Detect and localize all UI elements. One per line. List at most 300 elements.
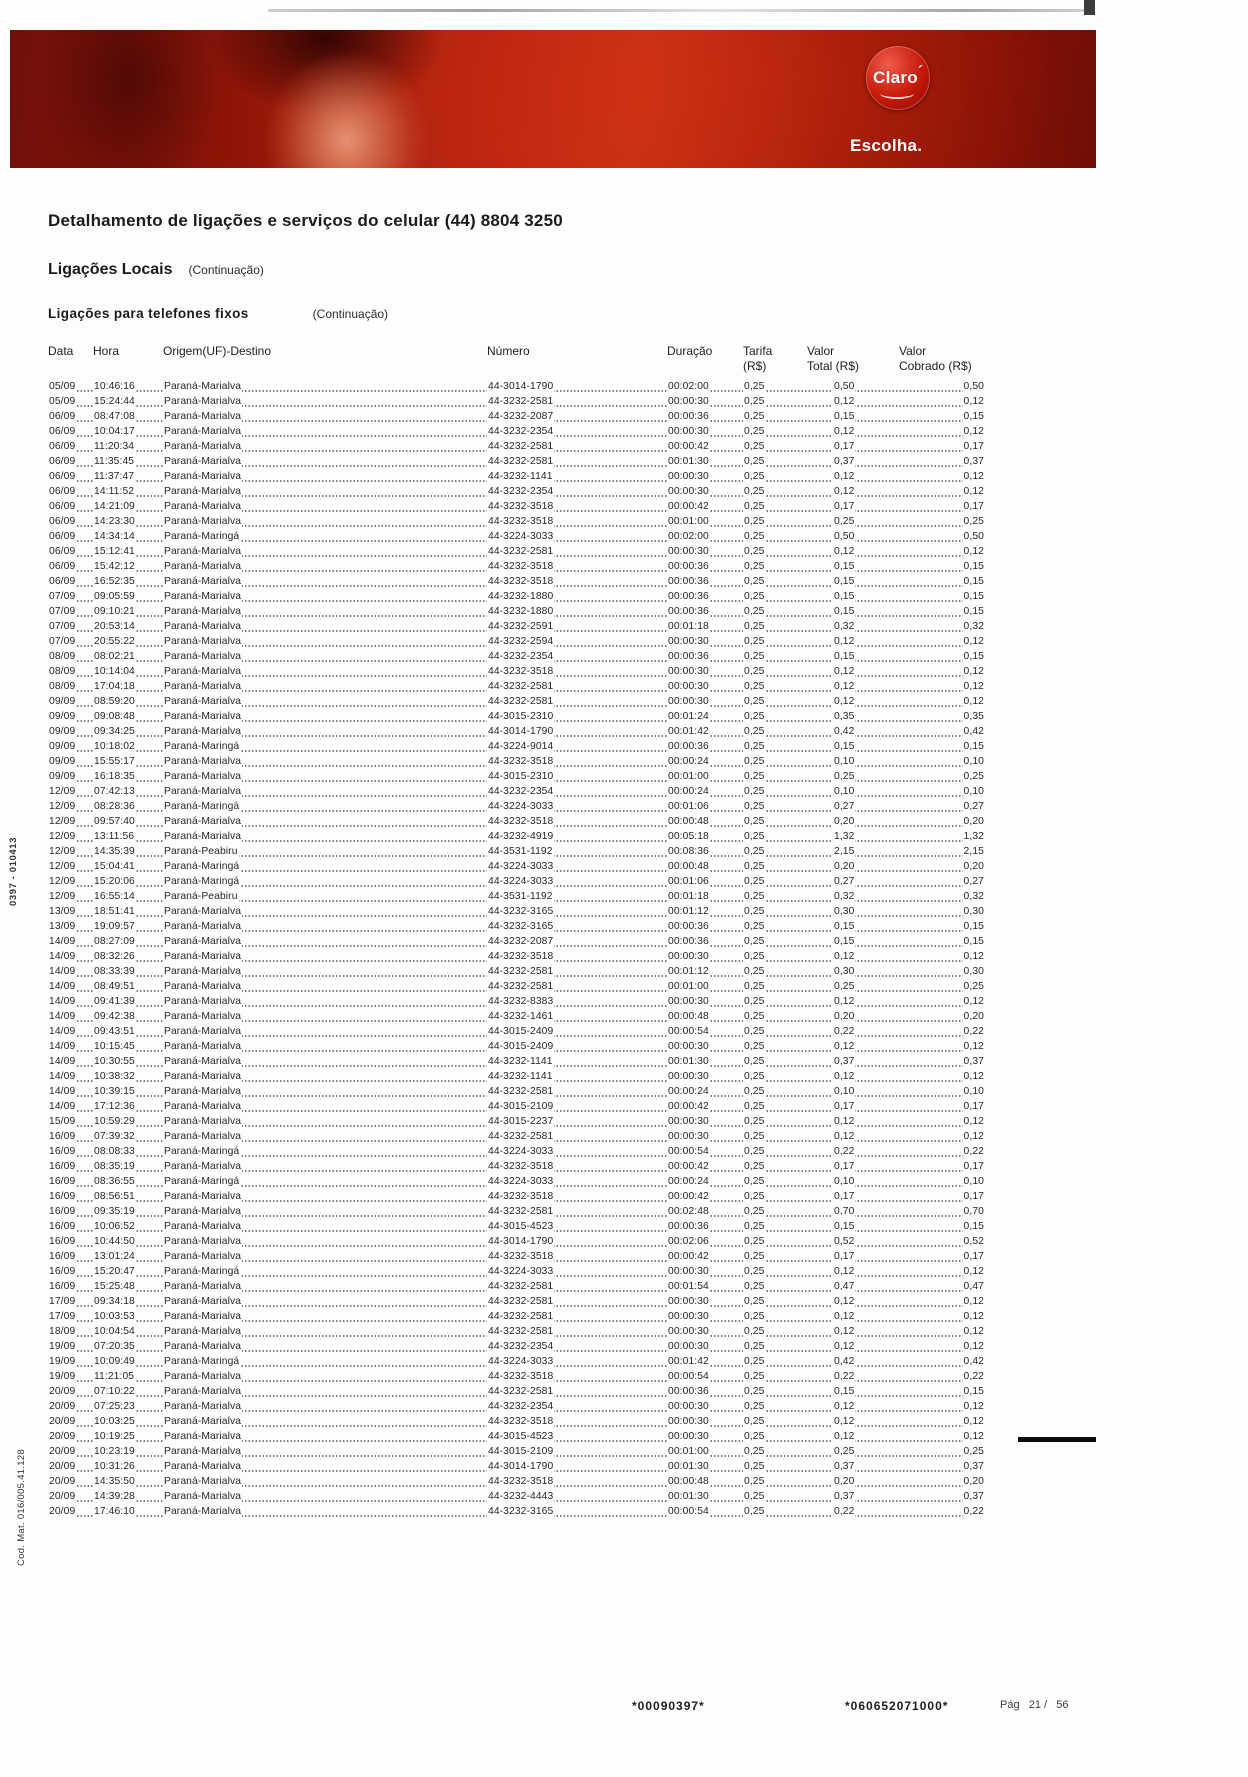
table-row xyxy=(48,1459,987,1474)
cell-duration: 00:00:30 xyxy=(668,486,709,497)
cell-total-value: 0,15 xyxy=(834,411,855,422)
cell-date: 12/09 xyxy=(49,861,76,872)
cell-origin-destination: Paraná-Marialva xyxy=(164,1116,242,1127)
cell-time: 15:12:41 xyxy=(94,546,135,557)
cell-rate: 0,25 xyxy=(744,1386,765,1397)
cell-origin-destination: Paraná-Marialva xyxy=(164,1326,242,1337)
cell-duration: 00:00:30 xyxy=(668,1296,709,1307)
cell-total-value: 0,12 xyxy=(834,546,855,557)
cell-charged-value: 0,25 xyxy=(963,516,984,527)
cell-rate: 0,25 xyxy=(744,1296,765,1307)
table-row xyxy=(48,559,987,574)
cell-number: 44-3015-2237 xyxy=(488,1116,554,1127)
cell-duration: 00:00:30 xyxy=(668,1326,709,1337)
table-row xyxy=(48,604,987,619)
cell-rate: 0,25 xyxy=(744,516,765,527)
cell-duration: 00:00:36 xyxy=(668,1386,709,1397)
footer xyxy=(0,1699,1248,1719)
cell-date: 20/09 xyxy=(49,1416,76,1427)
cell-date: 06/09 xyxy=(49,411,76,422)
margin-code-bottom: Cod. Mat. 016/005.41.128 xyxy=(16,1448,27,1566)
cell-total-value: 2,15 xyxy=(834,846,855,857)
cell-date: 05/09 xyxy=(49,396,76,407)
cell-rate: 0,25 xyxy=(744,426,765,437)
cell-number: 44-3232-2354 xyxy=(488,651,554,662)
cell-origin-destination: Paraná-Peabiru xyxy=(164,846,238,857)
cell-duration: 00:00:36 xyxy=(668,936,709,947)
cell-rate: 0,25 xyxy=(744,1491,765,1502)
cell-rate: 0,25 xyxy=(744,1146,765,1157)
table-row xyxy=(48,874,987,889)
cell-date: 12/09 xyxy=(49,846,76,857)
cell-total-value: 0,10 xyxy=(834,1176,855,1187)
cell-charged-value: 0,15 xyxy=(963,921,984,932)
table-row xyxy=(48,499,987,514)
cell-total-value: 0,22 xyxy=(834,1506,855,1517)
cell-number: 44-3232-3518 xyxy=(488,1416,554,1427)
cell-duration: 00:01:00 xyxy=(668,516,709,527)
cell-date: 16/09 xyxy=(49,1146,76,1157)
cell-duration: 00:02:06 xyxy=(668,1236,709,1247)
cell-rate: 0,25 xyxy=(744,741,765,752)
table-row xyxy=(48,394,987,409)
table-row xyxy=(48,844,987,859)
cell-rate: 0,25 xyxy=(744,636,765,647)
cell-charged-value: 0,25 xyxy=(963,771,984,782)
cell-date: 20/09 xyxy=(49,1386,76,1397)
cell-origin-destination: Paraná-Marialva xyxy=(164,951,242,962)
cell-origin-destination: Paraná-Marialva xyxy=(164,1161,242,1172)
cell-date: 08/09 xyxy=(49,666,76,677)
cell-rate: 0,25 xyxy=(744,921,765,932)
cell-total-value: 0,52 xyxy=(834,1236,855,1247)
cell-charged-value: 0,12 xyxy=(963,546,984,557)
cell-total-value: 0,20 xyxy=(834,1476,855,1487)
cell-origin-destination: Paraná-Marialva xyxy=(164,1341,242,1352)
cell-number: 44-3232-2581 xyxy=(488,696,554,707)
cell-time: 09:34:18 xyxy=(94,1296,135,1307)
cell-origin-destination: Paraná-Marialva xyxy=(164,471,242,482)
cell-total-value: 0,32 xyxy=(834,621,855,632)
cell-time: 08:08:33 xyxy=(94,1146,135,1157)
cell-charged-value: 0,12 xyxy=(963,1326,984,1337)
cell-charged-value: 0,42 xyxy=(963,1356,984,1367)
cell-time: 08:49:51 xyxy=(94,981,135,992)
table-row xyxy=(48,1129,987,1144)
cell-duration: 00:01:24 xyxy=(668,711,709,722)
table-row xyxy=(48,484,987,499)
cell-total-value: 0,22 xyxy=(834,1146,855,1157)
cell-total-value: 0,12 xyxy=(834,1071,855,1082)
cell-time: 09:35:19 xyxy=(94,1206,135,1217)
cell-number: 44-3232-2591 xyxy=(488,621,554,632)
table-row xyxy=(48,709,987,724)
col-header-time: Hora xyxy=(93,344,120,358)
cell-number: 44-3232-2354 xyxy=(488,426,554,437)
cell-date: 14/09 xyxy=(49,1101,76,1112)
cell-duration: 00:01:06 xyxy=(668,876,709,887)
cell-duration: 00:00:30 xyxy=(668,426,709,437)
subsection-heading xyxy=(48,305,388,323)
cell-duration: 00:01:42 xyxy=(668,1356,709,1367)
cell-total-value: 0,12 xyxy=(834,1266,855,1277)
cell-duration: 00:00:30 xyxy=(668,471,709,482)
cell-duration: 00:00:48 xyxy=(668,816,709,827)
footer-page-number: Pág 21 / 56 xyxy=(1000,1699,1069,1711)
table-row xyxy=(48,1264,987,1279)
cell-date: 06/09 xyxy=(49,486,76,497)
cell-duration: 00:00:36 xyxy=(668,921,709,932)
cell-time: 08:32:26 xyxy=(94,951,135,962)
cell-origin-destination: Paraná-Maringá xyxy=(164,531,240,542)
cell-rate: 0,25 xyxy=(744,411,765,422)
cell-date: 06/09 xyxy=(49,471,76,482)
cell-charged-value: 0,70 xyxy=(963,1206,984,1217)
cell-time: 14:11:52 xyxy=(94,486,135,497)
col-header-total-value: Valor Total (R$) xyxy=(807,344,860,373)
cell-duration: 00:01:42 xyxy=(668,726,709,737)
cell-rate: 0,25 xyxy=(744,1101,765,1112)
cell-total-value: 0,12 xyxy=(834,1116,855,1127)
cell-number: 44-3232-3518 xyxy=(488,1371,554,1382)
cell-origin-destination: Paraná-Marialva xyxy=(164,501,242,512)
cell-number: 44-3232-1141 xyxy=(488,1071,553,1082)
table-row xyxy=(48,904,987,919)
table-row xyxy=(48,1414,987,1429)
cell-charged-value: 0,22 xyxy=(963,1026,984,1037)
cell-rate: 0,25 xyxy=(744,621,765,632)
cell-number: 44-3232-3165 xyxy=(488,1506,554,1517)
cell-time: 07:25:23 xyxy=(94,1401,135,1412)
cell-duration: 00:00:24 xyxy=(668,1176,709,1187)
cell-total-value: 1,32 xyxy=(834,831,855,842)
cell-duration: 00:00:54 xyxy=(668,1026,709,1037)
cell-date: 19/09 xyxy=(49,1341,76,1352)
cell-rate: 0,25 xyxy=(744,486,765,497)
cell-duration: 00:00:24 xyxy=(668,786,709,797)
cell-rate: 0,25 xyxy=(744,1131,765,1142)
section-continuation: (Continuação) xyxy=(188,263,264,277)
cell-number: 44-3232-3518 xyxy=(488,501,554,512)
cell-time: 10:59:29 xyxy=(94,1116,135,1127)
cell-time: 10:09:49 xyxy=(94,1356,135,1367)
cell-rate: 0,25 xyxy=(744,1086,765,1097)
cell-charged-value: 0,15 xyxy=(963,1386,984,1397)
cell-duration: 00:01:30 xyxy=(668,1056,709,1067)
cell-time: 10:15:45 xyxy=(94,1041,135,1052)
calls-table xyxy=(48,344,987,1519)
cell-rate: 0,25 xyxy=(744,1371,765,1382)
cell-number: 44-3232-3518 xyxy=(488,756,554,767)
cell-charged-value: 0,50 xyxy=(963,531,984,542)
cell-origin-destination: Paraná-Marialva xyxy=(164,651,242,662)
cell-total-value: 0,12 xyxy=(834,471,855,482)
table-row xyxy=(48,784,987,799)
cell-total-value: 0,12 xyxy=(834,1326,855,1337)
scan-artifact-line xyxy=(268,9,1090,12)
cell-charged-value: 0,12 xyxy=(963,951,984,962)
cell-charged-value: 0,10 xyxy=(963,786,984,797)
cell-date: 09/09 xyxy=(49,696,76,707)
cell-duration: 00:01:06 xyxy=(668,801,709,812)
table-row xyxy=(48,979,987,994)
col-header-rate: Tarifa (R$) xyxy=(743,344,773,373)
cell-time: 10:39:15 xyxy=(94,1086,135,1097)
cell-date: 09/09 xyxy=(49,711,76,722)
cell-number: 44-3232-3518 xyxy=(488,1476,554,1487)
cell-origin-destination: Paraná-Marialva xyxy=(164,381,242,392)
cell-number: 44-3232-4919 xyxy=(488,831,554,842)
cell-total-value: 0,17 xyxy=(834,1191,855,1202)
cell-time: 09:43:51 xyxy=(94,1026,135,1037)
cell-rate: 0,25 xyxy=(744,1026,765,1037)
cell-charged-value: 0,27 xyxy=(963,801,984,812)
cell-number: 44-3014-1790 xyxy=(488,1236,554,1247)
cell-time: 10:18:02 xyxy=(94,741,135,752)
cell-duration: 00:00:48 xyxy=(668,1476,709,1487)
cell-total-value: 0,12 xyxy=(834,696,855,707)
cell-rate: 0,25 xyxy=(744,1506,765,1517)
claro-logo-text: Claro xyxy=(873,68,918,87)
cell-total-value: 0,17 xyxy=(834,501,855,512)
cell-time: 10:38:32 xyxy=(94,1071,135,1082)
cell-date: 13/09 xyxy=(49,921,76,932)
cell-rate: 0,25 xyxy=(744,846,765,857)
cell-time: 20:55:22 xyxy=(94,636,135,647)
table-row xyxy=(48,814,987,829)
cell-number: 44-3224-3033 xyxy=(488,861,554,872)
cell-number: 44-3232-3518 xyxy=(488,561,554,572)
cell-time: 08:33:39 xyxy=(94,966,135,977)
table-row xyxy=(48,649,987,664)
cell-charged-value: 0,12 xyxy=(963,636,984,647)
cell-charged-value: 0,15 xyxy=(963,411,984,422)
table-row xyxy=(48,934,987,949)
cell-origin-destination: Paraná-Marialva xyxy=(164,1251,242,1262)
table-row xyxy=(48,694,987,709)
cell-duration: 00:00:30 xyxy=(668,1431,709,1442)
cell-number: 44-3224-3033 xyxy=(488,1356,554,1367)
cell-charged-value: 0,32 xyxy=(963,891,984,902)
cell-origin-destination: Paraná-Marialva xyxy=(164,1491,242,1502)
cell-total-value: 0,10 xyxy=(834,1086,855,1097)
cell-date: 16/09 xyxy=(49,1236,76,1247)
cell-duration: 00:00:30 xyxy=(668,996,709,1007)
cell-duration: 00:02:00 xyxy=(668,531,709,542)
cell-date: 20/09 xyxy=(49,1506,76,1517)
cell-time: 14:21:09 xyxy=(94,501,135,512)
cell-charged-value: 0,37 xyxy=(963,1491,984,1502)
cell-number: 44-3232-3518 xyxy=(488,516,554,527)
cell-duration: 00:00:54 xyxy=(668,1506,709,1517)
cell-rate: 0,25 xyxy=(744,771,765,782)
cell-rate: 0,25 xyxy=(744,816,765,827)
table-row xyxy=(48,1249,987,1264)
cell-charged-value: 0,12 xyxy=(963,1311,984,1322)
cell-number: 44-3232-2581 xyxy=(488,966,554,977)
cell-total-value: 0,12 xyxy=(834,1296,855,1307)
cell-origin-destination: Paraná-Marialva xyxy=(164,786,242,797)
cell-date: 09/09 xyxy=(49,741,76,752)
cell-time: 08:35:19 xyxy=(94,1161,135,1172)
cell-total-value: 0,25 xyxy=(834,771,855,782)
cell-date: 19/09 xyxy=(49,1371,76,1382)
cell-origin-destination: Paraná-Maringá xyxy=(164,861,240,872)
cell-number: 44-3232-2581 xyxy=(488,441,554,452)
cell-time: 14:39:28 xyxy=(94,1491,135,1502)
cell-time: 09:34:25 xyxy=(94,726,135,737)
cell-origin-destination: Paraná-Marialva xyxy=(164,1416,242,1427)
cell-charged-value: 0,15 xyxy=(963,1221,984,1232)
cell-date: 16/09 xyxy=(49,1131,76,1142)
cell-number: 44-3232-2581 xyxy=(488,1326,554,1337)
table-row xyxy=(48,679,987,694)
cell-total-value: 0,30 xyxy=(834,906,855,917)
cell-time: 08:59:20 xyxy=(94,696,135,707)
table-row xyxy=(48,1054,987,1069)
table-row xyxy=(48,409,987,424)
cell-duration: 00:00:30 xyxy=(668,1071,709,1082)
cell-duration: 00:00:24 xyxy=(668,756,709,767)
table-row xyxy=(48,589,987,604)
cell-total-value: 0,50 xyxy=(834,531,855,542)
cell-duration: 00:00:42 xyxy=(668,1191,709,1202)
cell-charged-value: 0,15 xyxy=(963,606,984,617)
cell-time: 17:46:10 xyxy=(94,1506,135,1517)
cell-rate: 0,25 xyxy=(744,711,765,722)
table-row xyxy=(48,514,987,529)
cell-time: 11:37:47 xyxy=(94,471,135,482)
cell-date: 12/09 xyxy=(49,786,76,797)
cell-duration: 00:01:54 xyxy=(668,1281,709,1292)
cell-duration: 00:00:30 xyxy=(668,1041,709,1052)
cell-time: 15:55:17 xyxy=(94,756,135,767)
cell-date: 14/09 xyxy=(49,1011,76,1022)
cell-origin-destination: Paraná-Marialva xyxy=(164,1071,242,1082)
cell-charged-value: 0,17 xyxy=(963,1251,984,1262)
cell-time: 15:24:44 xyxy=(94,396,135,407)
table-row xyxy=(48,754,987,769)
table-row xyxy=(48,1099,987,1114)
cell-duration: 00:00:30 xyxy=(668,396,709,407)
cell-charged-value: 0,20 xyxy=(963,1476,984,1487)
cell-origin-destination: Paraná-Marialva xyxy=(164,516,242,527)
cell-date: 16/09 xyxy=(49,1251,76,1262)
cell-origin-destination: Paraná-Marialva xyxy=(164,681,242,692)
cell-number: 44-3015-4523 xyxy=(488,1221,554,1232)
cell-time: 15:04:41 xyxy=(94,861,135,872)
cell-charged-value: 0,50 xyxy=(963,381,984,392)
cell-total-value: 0,20 xyxy=(834,861,855,872)
cell-duration: 00:00:30 xyxy=(668,666,709,677)
cell-number: 44-3232-2581 xyxy=(488,1311,554,1322)
cell-charged-value: 0,15 xyxy=(963,936,984,947)
cell-total-value: 0,30 xyxy=(834,966,855,977)
cell-total-value: 0,35 xyxy=(834,711,855,722)
cell-origin-destination: Paraná-Marialva xyxy=(164,546,242,557)
cell-number: 44-3015-2310 xyxy=(488,711,554,722)
cell-time: 17:12:36 xyxy=(94,1101,135,1112)
cell-duration: 00:00:54 xyxy=(668,1146,709,1157)
cell-date: 07/09 xyxy=(49,606,76,617)
cell-origin-destination: Paraná-Marialva xyxy=(164,396,242,407)
cell-duration: 00:00:42 xyxy=(668,441,709,452)
cell-duration: 00:00:42 xyxy=(668,1101,709,1112)
cell-charged-value: 0,15 xyxy=(963,576,984,587)
cell-time: 08:56:51 xyxy=(94,1191,135,1202)
cell-time: 07:42:13 xyxy=(94,786,135,797)
cell-time: 10:14:04 xyxy=(94,666,135,677)
table-row xyxy=(48,574,987,589)
cell-origin-destination: Paraná-Marialva xyxy=(164,936,242,947)
cell-number: 44-3014-1790 xyxy=(488,381,554,392)
cell-rate: 0,25 xyxy=(744,1341,765,1352)
cell-number: 44-3232-3518 xyxy=(488,816,554,827)
cell-charged-value: 0,12 xyxy=(963,1116,984,1127)
cell-date: 14/09 xyxy=(49,951,76,962)
cell-date: 07/09 xyxy=(49,591,76,602)
table-row xyxy=(48,1399,987,1414)
cell-number: 44-3015-2109 xyxy=(488,1101,554,1112)
cell-origin-destination: Paraná-Marialva xyxy=(164,441,242,452)
cell-date: 16/09 xyxy=(49,1191,76,1202)
table-row xyxy=(48,1384,987,1399)
cell-date: 06/09 xyxy=(49,441,76,452)
table-row xyxy=(48,1069,987,1084)
cell-duration: 00:00:30 xyxy=(668,1116,709,1127)
table-row xyxy=(48,1219,987,1234)
cell-total-value: 0,12 xyxy=(834,1416,855,1427)
cell-duration: 00:00:30 xyxy=(668,1416,709,1427)
cell-origin-destination: Paraná-Maringá xyxy=(164,1266,240,1277)
cell-charged-value: 0,12 xyxy=(963,696,984,707)
cell-origin-destination: Paraná-Marialva xyxy=(164,636,242,647)
cell-date: 06/09 xyxy=(49,516,76,527)
cell-time: 10:06:52 xyxy=(94,1221,135,1232)
cell-origin-destination: Paraná-Marialva xyxy=(164,1311,242,1322)
cell-duration: 00:01:12 xyxy=(668,906,709,917)
cell-charged-value: 0,32 xyxy=(963,621,984,632)
table-row xyxy=(48,1309,987,1324)
cell-charged-value: 0,10 xyxy=(963,756,984,767)
cell-origin-destination: Paraná-Marialva xyxy=(164,831,242,842)
cell-charged-value: 0,22 xyxy=(963,1506,984,1517)
cell-number: 44-3232-3518 xyxy=(488,1161,554,1172)
cell-origin-destination: Paraná-Maringá xyxy=(164,801,240,812)
cell-origin-destination: Paraná-Marialva xyxy=(164,996,242,1007)
cell-number: 44-3232-2581 xyxy=(488,1131,554,1142)
cell-total-value: 0,12 xyxy=(834,636,855,647)
cell-origin-destination: Paraná-Marialva xyxy=(164,1506,242,1517)
cell-duration: 00:01:18 xyxy=(668,891,709,902)
cell-date: 12/09 xyxy=(49,831,76,842)
cell-charged-value: 0,12 xyxy=(963,996,984,1007)
cell-number: 44-3232-3518 xyxy=(488,666,554,677)
cell-origin-destination: Paraná-Marialva xyxy=(164,1191,242,1202)
table-row xyxy=(48,1474,987,1489)
cell-number: 44-3232-2354 xyxy=(488,1401,554,1412)
cell-time: 07:20:35 xyxy=(94,1341,135,1352)
table-row xyxy=(48,1024,987,1039)
cell-rate: 0,25 xyxy=(744,831,765,842)
cell-number: 44-3232-3518 xyxy=(488,576,554,587)
cell-total-value: 0,37 xyxy=(834,1491,855,1502)
table-row xyxy=(48,1234,987,1249)
cell-time: 14:34:14 xyxy=(94,531,135,542)
cell-duration: 00:00:36 xyxy=(668,1221,709,1232)
cell-number: 44-3232-3165 xyxy=(488,906,554,917)
cell-rate: 0,25 xyxy=(744,726,765,737)
